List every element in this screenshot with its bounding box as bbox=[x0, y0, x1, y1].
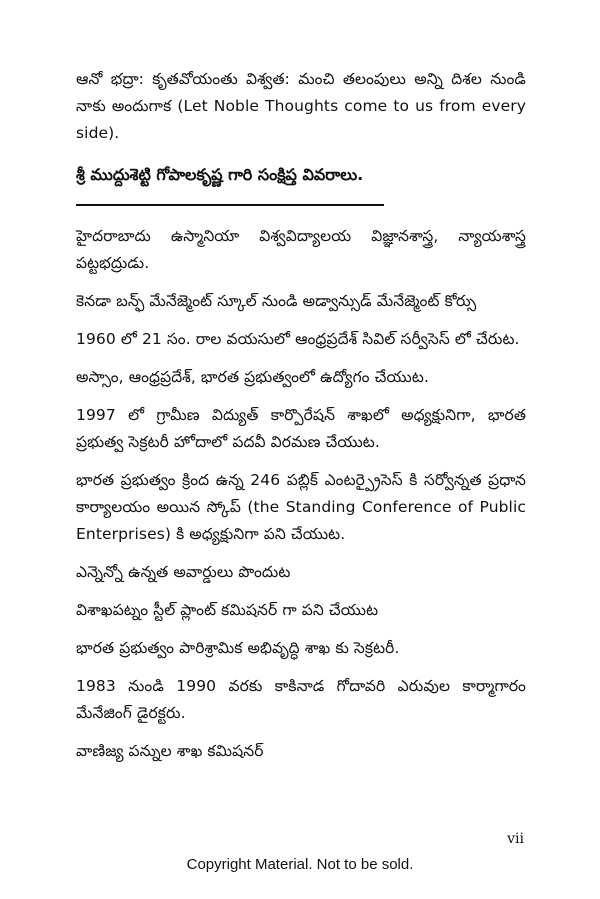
bio-item: 1997 లో గ్రామీణ విద్యుత్ కార్పొరేషన్ శాఖలో అధ్యక్షునిగా, భారత ప్రభుత్వ సెక్రటరీ హోదాలో పదవీ విరమణ చేయుట. bbox=[76, 406, 526, 451]
intro-paragraph: ఆనో భద్రా: కృతవోయంతు విశ్వత: మంచి తలంపులు అన్ని దిశల నుండి నాకు అందుగాక (Let Noble Thoughts come to us from every side). bbox=[76, 70, 526, 142]
bio-item: ఎన్నెన్నో ఉన్నత అవార్డులు పొందుట bbox=[76, 563, 291, 581]
bio-item: కెనడా బన్ఫ్ మేనేజ్మెంట్ స్కూల్ నుండి అడ్వాన్సుడ్ మేనేజ్మెంట్ కోర్సు bbox=[76, 292, 477, 310]
page-body bbox=[76, 66, 526, 776]
page-number: vii bbox=[507, 831, 524, 847]
bio-item: 1983 నుండి 1990 వరకు కాకినాడ గోదావరి ఎరువుల కార్మాగారం మేనేజింగ్ డైరక్టరు. bbox=[76, 677, 526, 722]
bio-item: భారత ప్రభుత్వం క్రింద ఉన్న 246 పబ్లిక్ ఎంటర్ప్రైసెస్ కి సర్వోన్నత ప్రధాన కార్యాలయం అయిన స్కోప్ (the Standing Conference of Public Enterprises) కి అధ్యక్షునిగా పని చేయుట. bbox=[76, 471, 526, 543]
bio-item: విశాఖపట్నం స్టీల్ ప్లాంట్ కమిషనర్ గా పని చేయుట bbox=[76, 601, 379, 619]
bio-item: హైదరాబాదు ఉస్మానియా విశ్వవిద్యాలయ విజ్ఞానశాస్త్ర, న్యాయశాస్త్ర పట్టభద్రుడు. bbox=[76, 227, 526, 272]
heading-underline bbox=[76, 204, 384, 206]
bio-item: అస్సాం, ఆంధ్రప్రదేశ్, భారత ప్రభుత్వంలో ఉద్యోగం చేయుట. bbox=[76, 368, 429, 386]
copyright-footer: Copyright Material. Not to be sold. bbox=[186, 856, 414, 873]
bio-item: 1960 లో 21 సం. రాల వయసులో ఆంధ్రప్రదేశ్ సివిల్ సర్వీసెస్ లో చేరుట. bbox=[76, 330, 520, 348]
bio-item: వాణిజ్య పన్నుల శాఖ కమిషనర్ bbox=[76, 742, 264, 760]
section-heading: శ్రీ ముద్దుశెట్టి గోపాలకృష్ణ గారి సంక్షిప్త వివరాలు. bbox=[76, 165, 364, 184]
bio-item: భారత ప్రభుత్వం పారిశ్రామిక అభివృద్ధి శాఖ కు సెక్రటరీ. bbox=[76, 639, 400, 657]
